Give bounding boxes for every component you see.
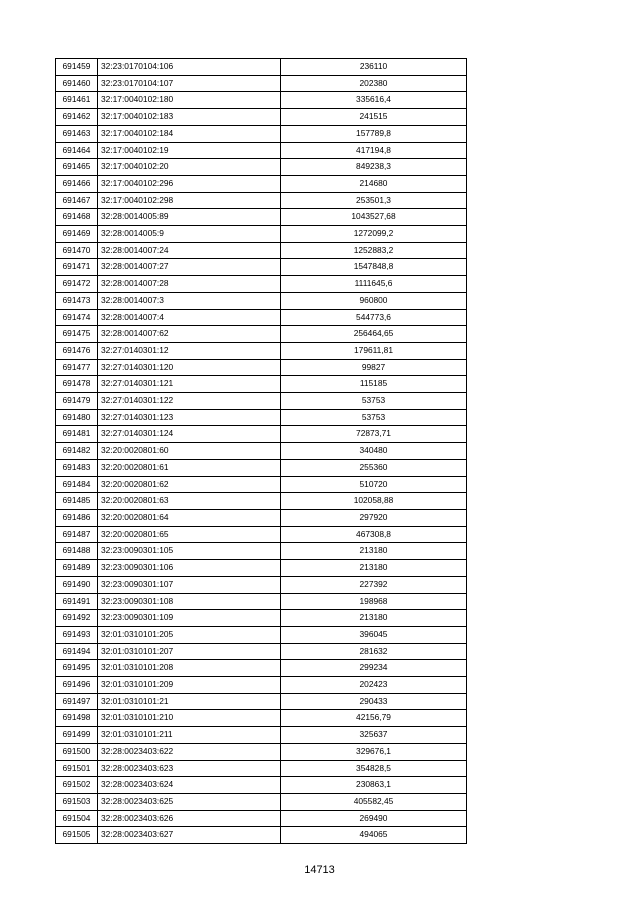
- cadastral-value-cell: 297920: [281, 509, 467, 526]
- table-row: [56, 576, 467, 593]
- row-number-cell: 691480: [56, 409, 98, 426]
- cadastral-number-cell: 32:20:0020801:62: [98, 476, 281, 493]
- row-number-cell: 691459: [56, 59, 98, 76]
- cadastral-number-cell: 32:23:0090301:107: [98, 576, 281, 593]
- row-number-cell: 691482: [56, 443, 98, 460]
- table-row: [56, 610, 467, 627]
- cadastral-value-cell: 241515: [281, 109, 467, 126]
- cadastral-value-cell: 290433: [281, 693, 467, 710]
- table-row: [56, 526, 467, 543]
- cadastral-value-cell: 335616,4: [281, 92, 467, 109]
- cadastral-value-cell: 53753: [281, 393, 467, 410]
- cadastral-number-cell: 32:17:0040102:19: [98, 142, 281, 159]
- cadastral-number-cell: 32:01:0310101:210: [98, 710, 281, 727]
- cadastral-number-cell: 32:01:0310101:207: [98, 643, 281, 660]
- cadastral-value-cell: 417194,8: [281, 142, 467, 159]
- cadastral-value-table: [55, 58, 467, 844]
- cadastral-number-cell: 32:17:0040102:184: [98, 125, 281, 142]
- cadastral-number-cell: 32:28:0014007:28: [98, 276, 281, 293]
- table-row: [56, 125, 467, 142]
- table-row: [56, 393, 467, 410]
- cadastral-value-cell: 299234: [281, 660, 467, 677]
- table-row: [56, 710, 467, 727]
- cadastral-value-cell: 354828,5: [281, 760, 467, 777]
- row-number-cell: 691495: [56, 660, 98, 677]
- table-row: [56, 443, 467, 460]
- table-row: [56, 827, 467, 844]
- cadastral-value-cell: 202380: [281, 75, 467, 92]
- row-number-cell: 691491: [56, 593, 98, 610]
- table-row: [56, 259, 467, 276]
- row-number-cell: 691490: [56, 576, 98, 593]
- cadastral-value-cell: 213180: [281, 543, 467, 560]
- cadastral-number-cell: 32:01:0310101:21: [98, 693, 281, 710]
- cadastral-value-cell: 236110: [281, 59, 467, 76]
- table-row: [56, 409, 467, 426]
- table-row: [56, 793, 467, 810]
- row-number-cell: 691492: [56, 610, 98, 627]
- cadastral-number-cell: 32:23:0170104:106: [98, 59, 281, 76]
- cadastral-number-cell: 32:20:0020801:65: [98, 526, 281, 543]
- cadastral-number-cell: 32:20:0020801:64: [98, 509, 281, 526]
- table-row: [56, 459, 467, 476]
- cadastral-number-cell: 32:27:0140301:124: [98, 426, 281, 443]
- cadastral-number-cell: 32:20:0020801:60: [98, 443, 281, 460]
- table-row: [56, 743, 467, 760]
- cadastral-number-cell: 32:28:0014005:9: [98, 226, 281, 243]
- cadastral-number-cell: 32:17:0040102:183: [98, 109, 281, 126]
- cadastral-value-cell: 253501,3: [281, 192, 467, 209]
- table-row: [56, 509, 467, 526]
- row-number-cell: 691488: [56, 543, 98, 560]
- cadastral-value-cell: 213180: [281, 610, 467, 627]
- row-number-cell: 691478: [56, 376, 98, 393]
- row-number-cell: 691469: [56, 226, 98, 243]
- cadastral-number-cell: 32:28:0023403:623: [98, 760, 281, 777]
- table-row: [56, 593, 467, 610]
- cadastral-value-cell: 256464,65: [281, 326, 467, 343]
- row-number-cell: 691472: [56, 276, 98, 293]
- cadastral-number-cell: 32:23:0170104:107: [98, 75, 281, 92]
- table-row: [56, 760, 467, 777]
- cadastral-value-cell: 202423: [281, 677, 467, 694]
- cadastral-value-cell: 467308,8: [281, 526, 467, 543]
- cadastral-number-cell: 32:27:0140301:123: [98, 409, 281, 426]
- cadastral-value-cell: 157789,8: [281, 125, 467, 142]
- cadastral-value-cell: 255360: [281, 459, 467, 476]
- table-row: [56, 493, 467, 510]
- row-number-cell: 691473: [56, 292, 98, 309]
- cadastral-value-cell: 1043527,68: [281, 209, 467, 226]
- cadastral-value-cell: 340480: [281, 443, 467, 460]
- row-number-cell: 691487: [56, 526, 98, 543]
- cadastral-value-cell: 213180: [281, 560, 467, 577]
- cadastral-number-cell: 32:27:0140301:122: [98, 393, 281, 410]
- row-number-cell: 691461: [56, 92, 98, 109]
- cadastral-value-cell: 269490: [281, 810, 467, 827]
- table-body: [56, 59, 467, 844]
- cadastral-value-cell: 53753: [281, 409, 467, 426]
- cadastral-value-cell: 510720: [281, 476, 467, 493]
- table-row: [56, 309, 467, 326]
- table-row: [56, 192, 467, 209]
- row-number-cell: 691503: [56, 793, 98, 810]
- cadastral-value-cell: 42156,79: [281, 710, 467, 727]
- cadastral-number-cell: 32:23:0090301:109: [98, 610, 281, 627]
- cadastral-value-cell: 849238,3: [281, 159, 467, 176]
- table-row: [56, 426, 467, 443]
- row-number-cell: 691504: [56, 810, 98, 827]
- cadastral-number-cell: 32:28:0023403:627: [98, 827, 281, 844]
- cadastral-value-cell: 198968: [281, 593, 467, 610]
- table-row: [56, 292, 467, 309]
- table-row: [56, 75, 467, 92]
- table-row: [56, 660, 467, 677]
- cadastral-number-cell: 32:28:0023403:625: [98, 793, 281, 810]
- cadastral-number-cell: 32:17:0040102:20: [98, 159, 281, 176]
- table-row: [56, 159, 467, 176]
- table-row: [56, 226, 467, 243]
- table-row: [56, 109, 467, 126]
- row-number-cell: 691502: [56, 777, 98, 794]
- table-row: [56, 476, 467, 493]
- row-number-cell: 691486: [56, 509, 98, 526]
- cadastral-number-cell: 32:28:0023403:626: [98, 810, 281, 827]
- row-number-cell: 691484: [56, 476, 98, 493]
- cadastral-number-cell: 32:28:0014007:24: [98, 242, 281, 259]
- cadastral-number-cell: 32:28:0014007:4: [98, 309, 281, 326]
- row-number-cell: 691465: [56, 159, 98, 176]
- cadastral-value-cell: 494065: [281, 827, 467, 844]
- table-row: [56, 643, 467, 660]
- row-number-cell: 691498: [56, 710, 98, 727]
- row-number-cell: 691485: [56, 493, 98, 510]
- table-row: [56, 376, 467, 393]
- cadastral-number-cell: 32:20:0020801:63: [98, 493, 281, 510]
- cadastral-number-cell: 32:17:0040102:298: [98, 192, 281, 209]
- row-number-cell: 691496: [56, 677, 98, 694]
- cadastral-value-cell: 102058,88: [281, 493, 467, 510]
- page-number: 14713: [304, 864, 335, 876]
- row-number-cell: 691474: [56, 309, 98, 326]
- cadastral-value-cell: 1547848,8: [281, 259, 467, 276]
- table-row: [56, 810, 467, 827]
- row-number-cell: 691466: [56, 175, 98, 192]
- table-row: [56, 175, 467, 192]
- cadastral-number-cell: 32:20:0020801:61: [98, 459, 281, 476]
- cadastral-value-cell: 179611,81: [281, 342, 467, 359]
- row-number-cell: 691497: [56, 693, 98, 710]
- row-number-cell: 691471: [56, 259, 98, 276]
- table-row: [56, 326, 467, 343]
- cadastral-value-cell: 544773,6: [281, 309, 467, 326]
- table-row: [56, 693, 467, 710]
- cadastral-value-cell: 72873,71: [281, 426, 467, 443]
- row-number-cell: 691460: [56, 75, 98, 92]
- row-number-cell: 691499: [56, 727, 98, 744]
- cadastral-value-cell: 227392: [281, 576, 467, 593]
- cadastral-number-cell: 32:01:0310101:205: [98, 626, 281, 643]
- row-number-cell: 691493: [56, 626, 98, 643]
- cadastral-number-cell: 32:17:0040102:180: [98, 92, 281, 109]
- row-number-cell: 691500: [56, 743, 98, 760]
- cadastral-value-cell: 960800: [281, 292, 467, 309]
- row-number-cell: 691464: [56, 142, 98, 159]
- row-number-cell: 691462: [56, 109, 98, 126]
- cadastral-number-cell: 32:28:0023403:622: [98, 743, 281, 760]
- row-number-cell: 691477: [56, 359, 98, 376]
- cadastral-number-cell: 32:28:0023403:624: [98, 777, 281, 794]
- table-row: [56, 560, 467, 577]
- table-row: [56, 276, 467, 293]
- cadastral-number-cell: 32:27:0140301:12: [98, 342, 281, 359]
- cadastral-number-cell: 32:23:0090301:108: [98, 593, 281, 610]
- row-number-cell: 691489: [56, 560, 98, 577]
- cadastral-number-cell: 32:28:0014007:62: [98, 326, 281, 343]
- cadastral-value-cell: 1272099,2: [281, 226, 467, 243]
- cadastral-number-cell: 32:01:0310101:208: [98, 660, 281, 677]
- cadastral-value-cell: 396045: [281, 626, 467, 643]
- table-row: [56, 342, 467, 359]
- cadastral-value-cell: 99827: [281, 359, 467, 376]
- row-number-cell: 691494: [56, 643, 98, 660]
- table-row: [56, 677, 467, 694]
- row-number-cell: 691501: [56, 760, 98, 777]
- cadastral-value-cell: 1111645,6: [281, 276, 467, 293]
- row-number-cell: 691483: [56, 459, 98, 476]
- cadastral-number-cell: 32:28:0014005:89: [98, 209, 281, 226]
- cadastral-number-cell: 32:01:0310101:209: [98, 677, 281, 694]
- row-number-cell: 691481: [56, 426, 98, 443]
- cadastral-value-cell: 405582,45: [281, 793, 467, 810]
- row-number-cell: 691505: [56, 827, 98, 844]
- table-row: [56, 626, 467, 643]
- table-row: [56, 92, 467, 109]
- row-number-cell: 691476: [56, 342, 98, 359]
- cadastral-number-cell: 32:17:0040102:296: [98, 175, 281, 192]
- row-number-cell: 691468: [56, 209, 98, 226]
- row-number-cell: 691470: [56, 242, 98, 259]
- cadastral-number-cell: 32:27:0140301:120: [98, 359, 281, 376]
- table-row: [56, 543, 467, 560]
- cadastral-value-cell: 214680: [281, 175, 467, 192]
- table-row: [56, 242, 467, 259]
- row-number-cell: 691467: [56, 192, 98, 209]
- cadastral-number-cell: 32:28:0014007:3: [98, 292, 281, 309]
- cadastral-number-cell: 32:23:0090301:106: [98, 560, 281, 577]
- row-number-cell: 691475: [56, 326, 98, 343]
- cadastral-number-cell: 32:23:0090301:105: [98, 543, 281, 560]
- cadastral-value-cell: 329676,1: [281, 743, 467, 760]
- table-row: [56, 359, 467, 376]
- table-row: [56, 777, 467, 794]
- cadastral-number-cell: 32:28:0014007:27: [98, 259, 281, 276]
- cadastral-value-cell: 230863,1: [281, 777, 467, 794]
- cadastral-number-cell: 32:27:0140301:121: [98, 376, 281, 393]
- cadastral-value-cell: 1252883,2: [281, 242, 467, 259]
- table-row: [56, 209, 467, 226]
- table-row: [56, 142, 467, 159]
- cadastral-number-cell: 32:01:0310101:211: [98, 727, 281, 744]
- cadastral-value-cell: 281632: [281, 643, 467, 660]
- table-row: [56, 727, 467, 744]
- cadastral-value-cell: 325637: [281, 727, 467, 744]
- cadastral-value-cell: 115185: [281, 376, 467, 393]
- row-number-cell: 691463: [56, 125, 98, 142]
- row-number-cell: 691479: [56, 393, 98, 410]
- table-row: [56, 59, 467, 76]
